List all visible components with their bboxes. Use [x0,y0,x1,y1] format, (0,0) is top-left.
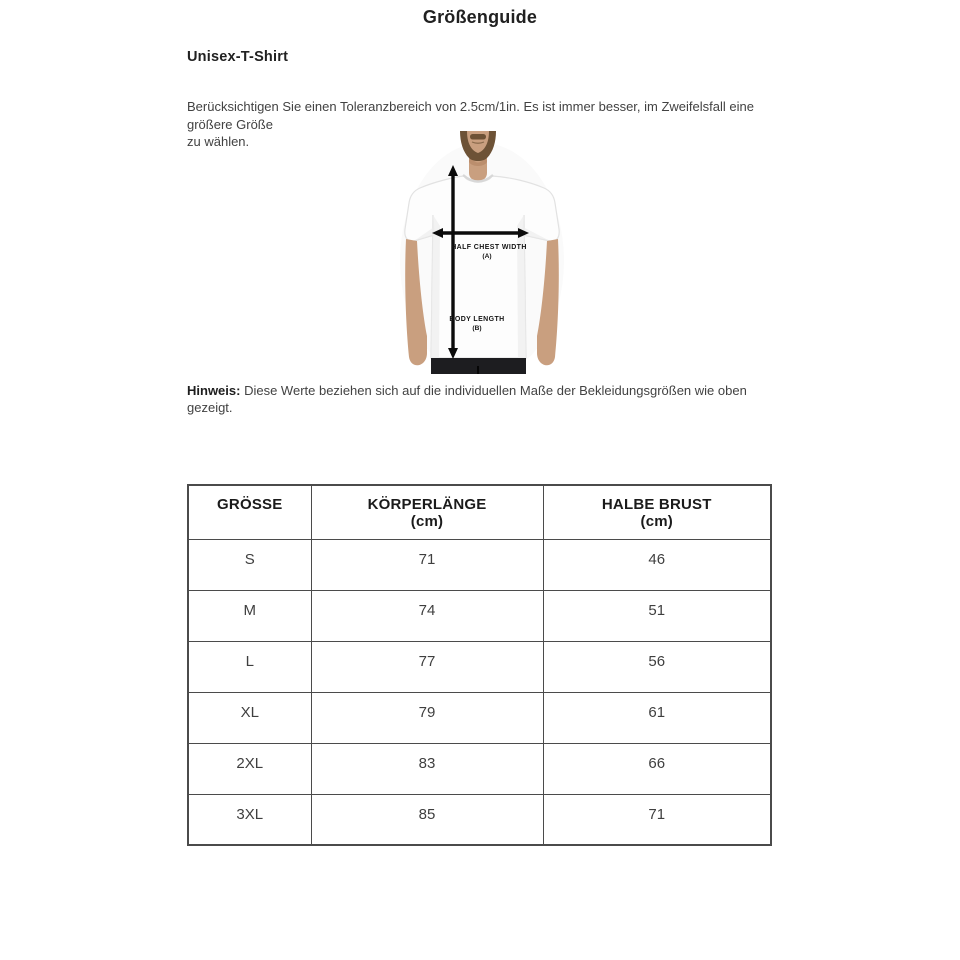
size-cell: 3XL [188,794,311,845]
length-cell: 83 [311,743,543,794]
chest-cell: 46 [543,539,771,590]
column-header-body-length [311,485,543,539]
column-header-size-label: GRÖSSE [217,496,283,513]
size-cell: L [188,641,311,692]
note-text [187,382,787,416]
size-cell: S [188,539,311,590]
column-header-size [188,485,311,539]
length-cell: 74 [311,590,543,641]
chest-cell: 71 [543,794,771,845]
note-body: Diese Werte beziehen sich auf die individuellen Maße der Bekleidungsgrößen wie oben gezeigt. [187,383,747,415]
length-cell: 79 [311,692,543,743]
body-length-label: BODY LENGTH [449,316,505,323]
column-header-body-length-unit: (cm) [410,513,444,530]
product-name: Unisex-T-Shirt [187,49,289,65]
table-row-m [188,590,771,641]
length-cell: 77 [311,641,543,692]
body-length-key-label: (B) [472,325,482,332]
size-cell: XL [188,692,311,743]
size-table [187,484,772,846]
column-header-body-length-label: KÖRPERLÄNGE [367,496,487,513]
column-header-half-chest-label: HALBE BRUST [601,496,712,513]
chest-cell: 51 [543,590,771,641]
intro-line-1: Berücksichtigen Sie einen Toleranzbereich von 2.5cm/1in. Es ist immer besser, im Zweifelsfall eine größere Größe [187,99,754,132]
chest-cell: 66 [543,743,771,794]
note-label: Hinweis: [187,383,241,398]
length-cell: 71 [311,539,543,590]
tshirt-measurement-photo [398,131,566,374]
tshirt-measurement-illustration [398,131,566,374]
column-header-half-chest [543,485,771,539]
length-cell: 85 [311,794,543,845]
table-row-xl [188,692,771,743]
column-header-half-chest-unit: (cm) [640,513,673,530]
half-chest-key-label: (A) [482,253,492,260]
intro-line-2: zu wählen. [187,134,250,149]
chest-cell: 61 [543,692,771,743]
size-table-header-row [188,485,771,539]
size-cell: 2XL [188,743,311,794]
table-row-2xl [188,743,771,794]
table-row-3xl [188,794,771,845]
half-chest-width-label: HALF CHEST WIDTH [451,244,527,251]
table-row-s [188,539,771,590]
table-row-l [188,641,771,692]
chest-cell: 56 [543,641,771,692]
page-title: Größenguide [422,7,538,27]
size-cell: M [188,590,311,641]
